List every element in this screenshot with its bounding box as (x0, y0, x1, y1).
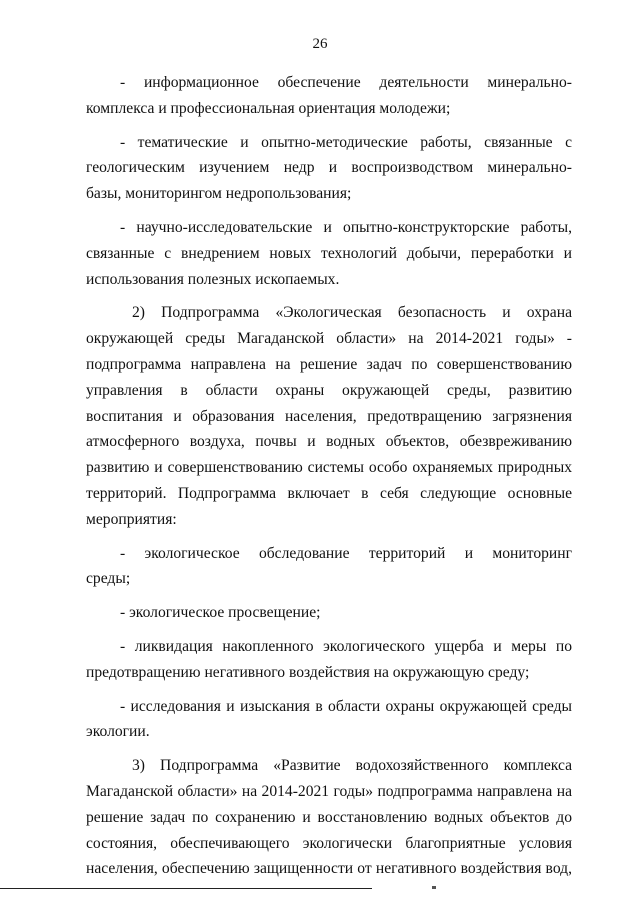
text-line: - тематические и опытно-методические работы, связанные с (120, 133, 572, 151)
text-line: мероприятия: (86, 510, 177, 528)
text-line: - информационное обеспечение деятельности минерально- (120, 74, 572, 91)
text-line: населения, обеспечению защищенности от негативного воздействия вод, (86, 860, 572, 878)
text-line: - экологическое просвещение; (120, 604, 321, 622)
text-line: среды; (86, 570, 131, 588)
page-number: 26 (312, 36, 328, 52)
text-line: развитию и совершенствованию системы особо охраняемых природных (86, 459, 572, 477)
text-line: окружающей среды Магаданской области» на 2014-2021 годы» - (86, 330, 572, 348)
text-line: - исследования и изыскания в области охраны окружающей среды (120, 697, 572, 715)
text-line: решение задач по сохранению и восстановлению водных объектов до (86, 808, 572, 826)
text-line: подпрограмма направлена на решение задач по совершенствованию (86, 355, 572, 373)
document-body (86, 70, 572, 882)
text-line: использования полезных ископаемых. (86, 270, 340, 288)
text-line: экологии. (86, 723, 150, 741)
footer-rule (0, 888, 372, 889)
text-line: состояния, обеспечивающего экологически благоприятные условия (86, 834, 572, 852)
text-line: предотвращению негативного воздействия на окружающую среду; (86, 663, 530, 681)
text-line: комплекса и профессиональная ориентация молодежи; (86, 99, 451, 117)
text-line: атмосферного воздуха, почвы и водных объектов, обезвреживанию (86, 433, 572, 451)
text-line: воспитания и образования населения, предотвращению загрязнения (86, 407, 572, 425)
text-line: - научно-исследовательские и опытно-конструкторские работы, (120, 218, 572, 236)
text-line: 2) Подпрограмма «Экологическая безопасность и охрана (132, 304, 572, 322)
text-line: - экологическое обследование территорий и мониторинг (120, 544, 572, 562)
scan-artifact (432, 886, 436, 889)
text-line: геологическим изучением недр и воспроизводством минерально- (86, 159, 572, 177)
text-line: связанные с внедрением новых технологий добычи, переработки и (86, 244, 572, 262)
text-line: территорий. Подпрограмма включает в себя следующие основные (86, 484, 572, 502)
text-line: Магаданской области» на 2014-2021 годы» подпрограмма направлена на (86, 782, 572, 800)
text-line: - ликвидация накопленного экологического ущерба и меры по (120, 637, 572, 655)
text-line: 3) Подпрограмма «Развитие водохозяйственного комплекса (132, 757, 572, 775)
text-line: базы, мониторингом недропользования; (86, 185, 352, 203)
text-line: управления в области охраны окружающей среды, развитию (86, 381, 572, 399)
